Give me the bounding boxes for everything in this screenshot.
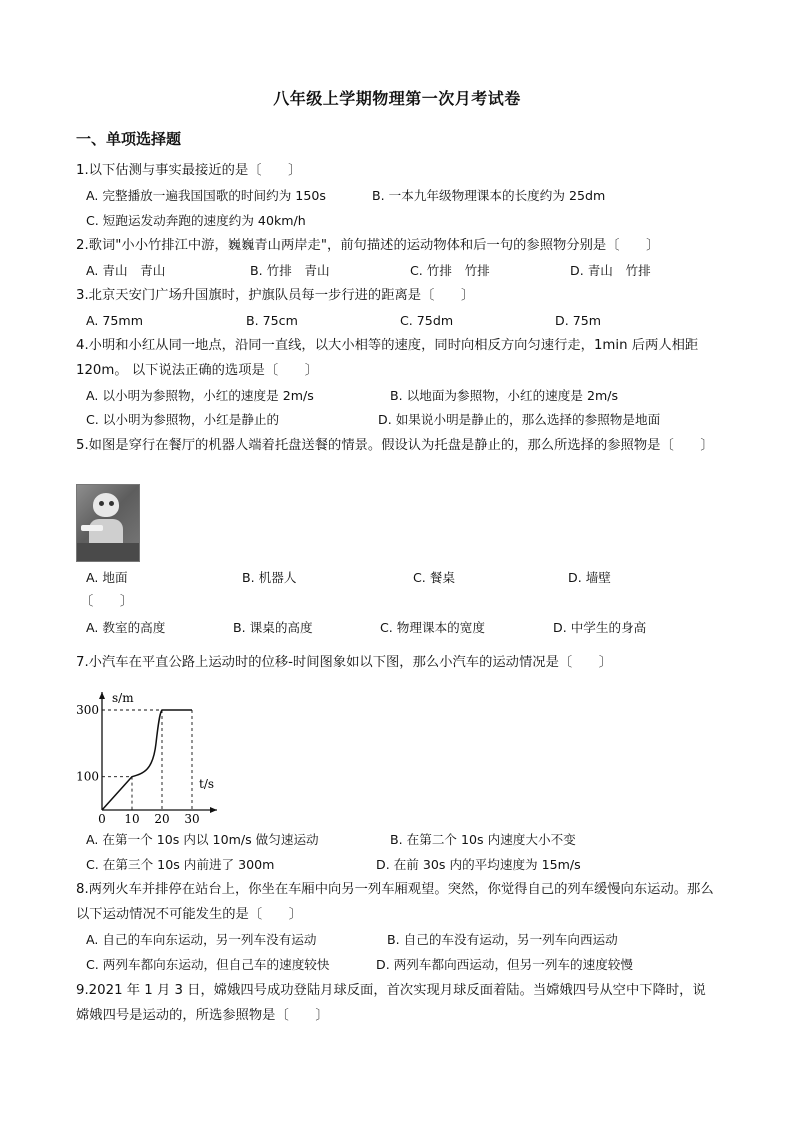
question-3-option-c: C. 75dm — [400, 313, 454, 328]
question-6-option-b: B. 课桌的高度 — [233, 620, 313, 635]
x-tick-label-0: 0 — [98, 812, 106, 824]
y-tick-label-1: 300 — [76, 703, 99, 717]
question-5-stem: 5.如图是穿行在餐厅的机器人端着托盘送餐的情景。假设认为托盘是静止的，那么所选择的参照物是〔 〕 — [76, 438, 714, 453]
question-7-option-d: D. 在前 30s 内的平均速度为 15m/s — [376, 857, 581, 872]
question-5-option-b: B. 机器人 — [242, 570, 297, 585]
question-4-option-a: A. 以小明为参照物，小红的速度是 2m/s — [86, 388, 314, 403]
robot-waiter-photo — [76, 484, 140, 562]
x-axis-label: t/s — [199, 777, 215, 791]
question-8-option-b: B. 自己的车没有运动，另一列车向西运动 — [387, 932, 618, 947]
question-6-option-a: A. 教室的高度 — [86, 620, 166, 635]
question-8-option-c: C. 两列车都向东运动，但自己车的速度较快 — [86, 957, 330, 972]
question-7-option-a: A. 在第一个 10s 内以 10m/s 做匀速运动 — [86, 832, 319, 847]
x-tick-label-1: 10 — [124, 812, 140, 824]
question-3-option-b: B. 75cm — [246, 313, 298, 328]
x-tick-label-3: 30 — [184, 812, 200, 824]
question-3-option-d: D. 75m — [555, 313, 601, 328]
question-7-stem: 7.小汽车在平直公路上运动时的位移-时间图象如以下图，那么小汽车的运动情况是〔 〕 — [76, 655, 613, 670]
question-2-option-d: D. 青山 竹排 — [570, 263, 651, 278]
question-6-option-c: C. 物理课本的宽度 — [380, 620, 485, 635]
question-8-option-a: A. 自己的车向东运动，另一列车没有运动 — [86, 932, 317, 947]
question-2-option-c: C. 竹排 竹排 — [410, 263, 490, 278]
question-9-stem: 9.2021 年 1 月 3 日，嫦娥四号成功登陆月球反面，首次实现月球反面着陆。当嫦娥四号从空中下降时，说嫦娥四号是运动的，所选参照物是〔 〕 — [76, 983, 706, 1023]
question-8-stem: 8.两列火车并排停在站台上，你坐在车厢中向另一列车厢观望。突然，你觉得自己的列车缓慢向东运动。那么以下运动情况不可能发生的是〔 〕 — [76, 882, 714, 922]
question-2-option-b: B. 竹排 青山 — [250, 263, 330, 278]
y-tick-label-0: 100 — [76, 769, 99, 784]
question-5-option-a: A. 地面 — [86, 570, 128, 585]
question-4-option-c: C. 以小明为参照物，小红是静止的 — [86, 412, 280, 427]
page-title: 八年级上学期物理第一次月考试卷 — [273, 89, 521, 108]
question-3-stem: 3.北京天安门广场升国旗时，护旗队员每一步行进的距离是〔 〕 — [76, 288, 475, 303]
question-4-stem: 4.小明和小红从同一地点，沿同一直线，以大小相等的速度，同时向相反方向匀速行走，1min 后两人相距 120m。 以下说法正确的选项是〔 〕 — [76, 338, 699, 378]
question-8-option-d: D. 两列车都向西运动，但另一列车的速度较慢 — [376, 957, 633, 972]
x-axis-arrow — [210, 807, 217, 813]
displacement-curve — [102, 710, 192, 810]
question-6-option-d: D. 中学生的身高 — [553, 620, 647, 635]
displacement-time-graph — [72, 684, 222, 824]
question-2-option-a: A. 青山 青山 — [86, 263, 166, 278]
question-5-option-d: D. 墙壁 — [568, 570, 611, 585]
question-4-option-b: B. 以地面为参照物，小红的速度是 2m/s — [390, 388, 619, 403]
question-7-option-c: C. 在第三个 10s 内前进了 300m — [86, 857, 275, 872]
question-1-option-a: A. 完整播放一遍我国国歌的时间约为 150s — [86, 188, 326, 203]
question-5-option-c: C. 餐桌 — [413, 570, 455, 585]
y-axis-label: s/m — [112, 691, 134, 705]
question-6-stem: 〔 〕 — [80, 594, 134, 609]
question-2-stem: 2.歌词"小小竹排江中游，巍巍青山两岸走"，前句描述的运动物体和后一句的参照物分别是〔 〕 — [76, 238, 660, 253]
question-1-stem: 1.以下估测与事实最接近的是〔 〕 — [76, 163, 302, 178]
question-4-option-d: D. 如果说小明是静止的，那么选择的参照物是地面 — [378, 412, 661, 427]
question-7-option-b: B. 在第二个 10s 内速度大小不变 — [390, 832, 576, 847]
question-1-option-c: C. 短跑运发动奔跑的速度约为 40km/h — [86, 213, 306, 228]
y-axis-arrow — [99, 692, 105, 699]
question-1-option-b: B. 一本九年级物理课本的长度约为 25dm — [372, 188, 606, 203]
x-tick-label-2: 20 — [154, 812, 170, 824]
section-title: 一、单项选择题 — [76, 130, 182, 148]
question-3-option-a: A. 75mm — [86, 313, 143, 328]
